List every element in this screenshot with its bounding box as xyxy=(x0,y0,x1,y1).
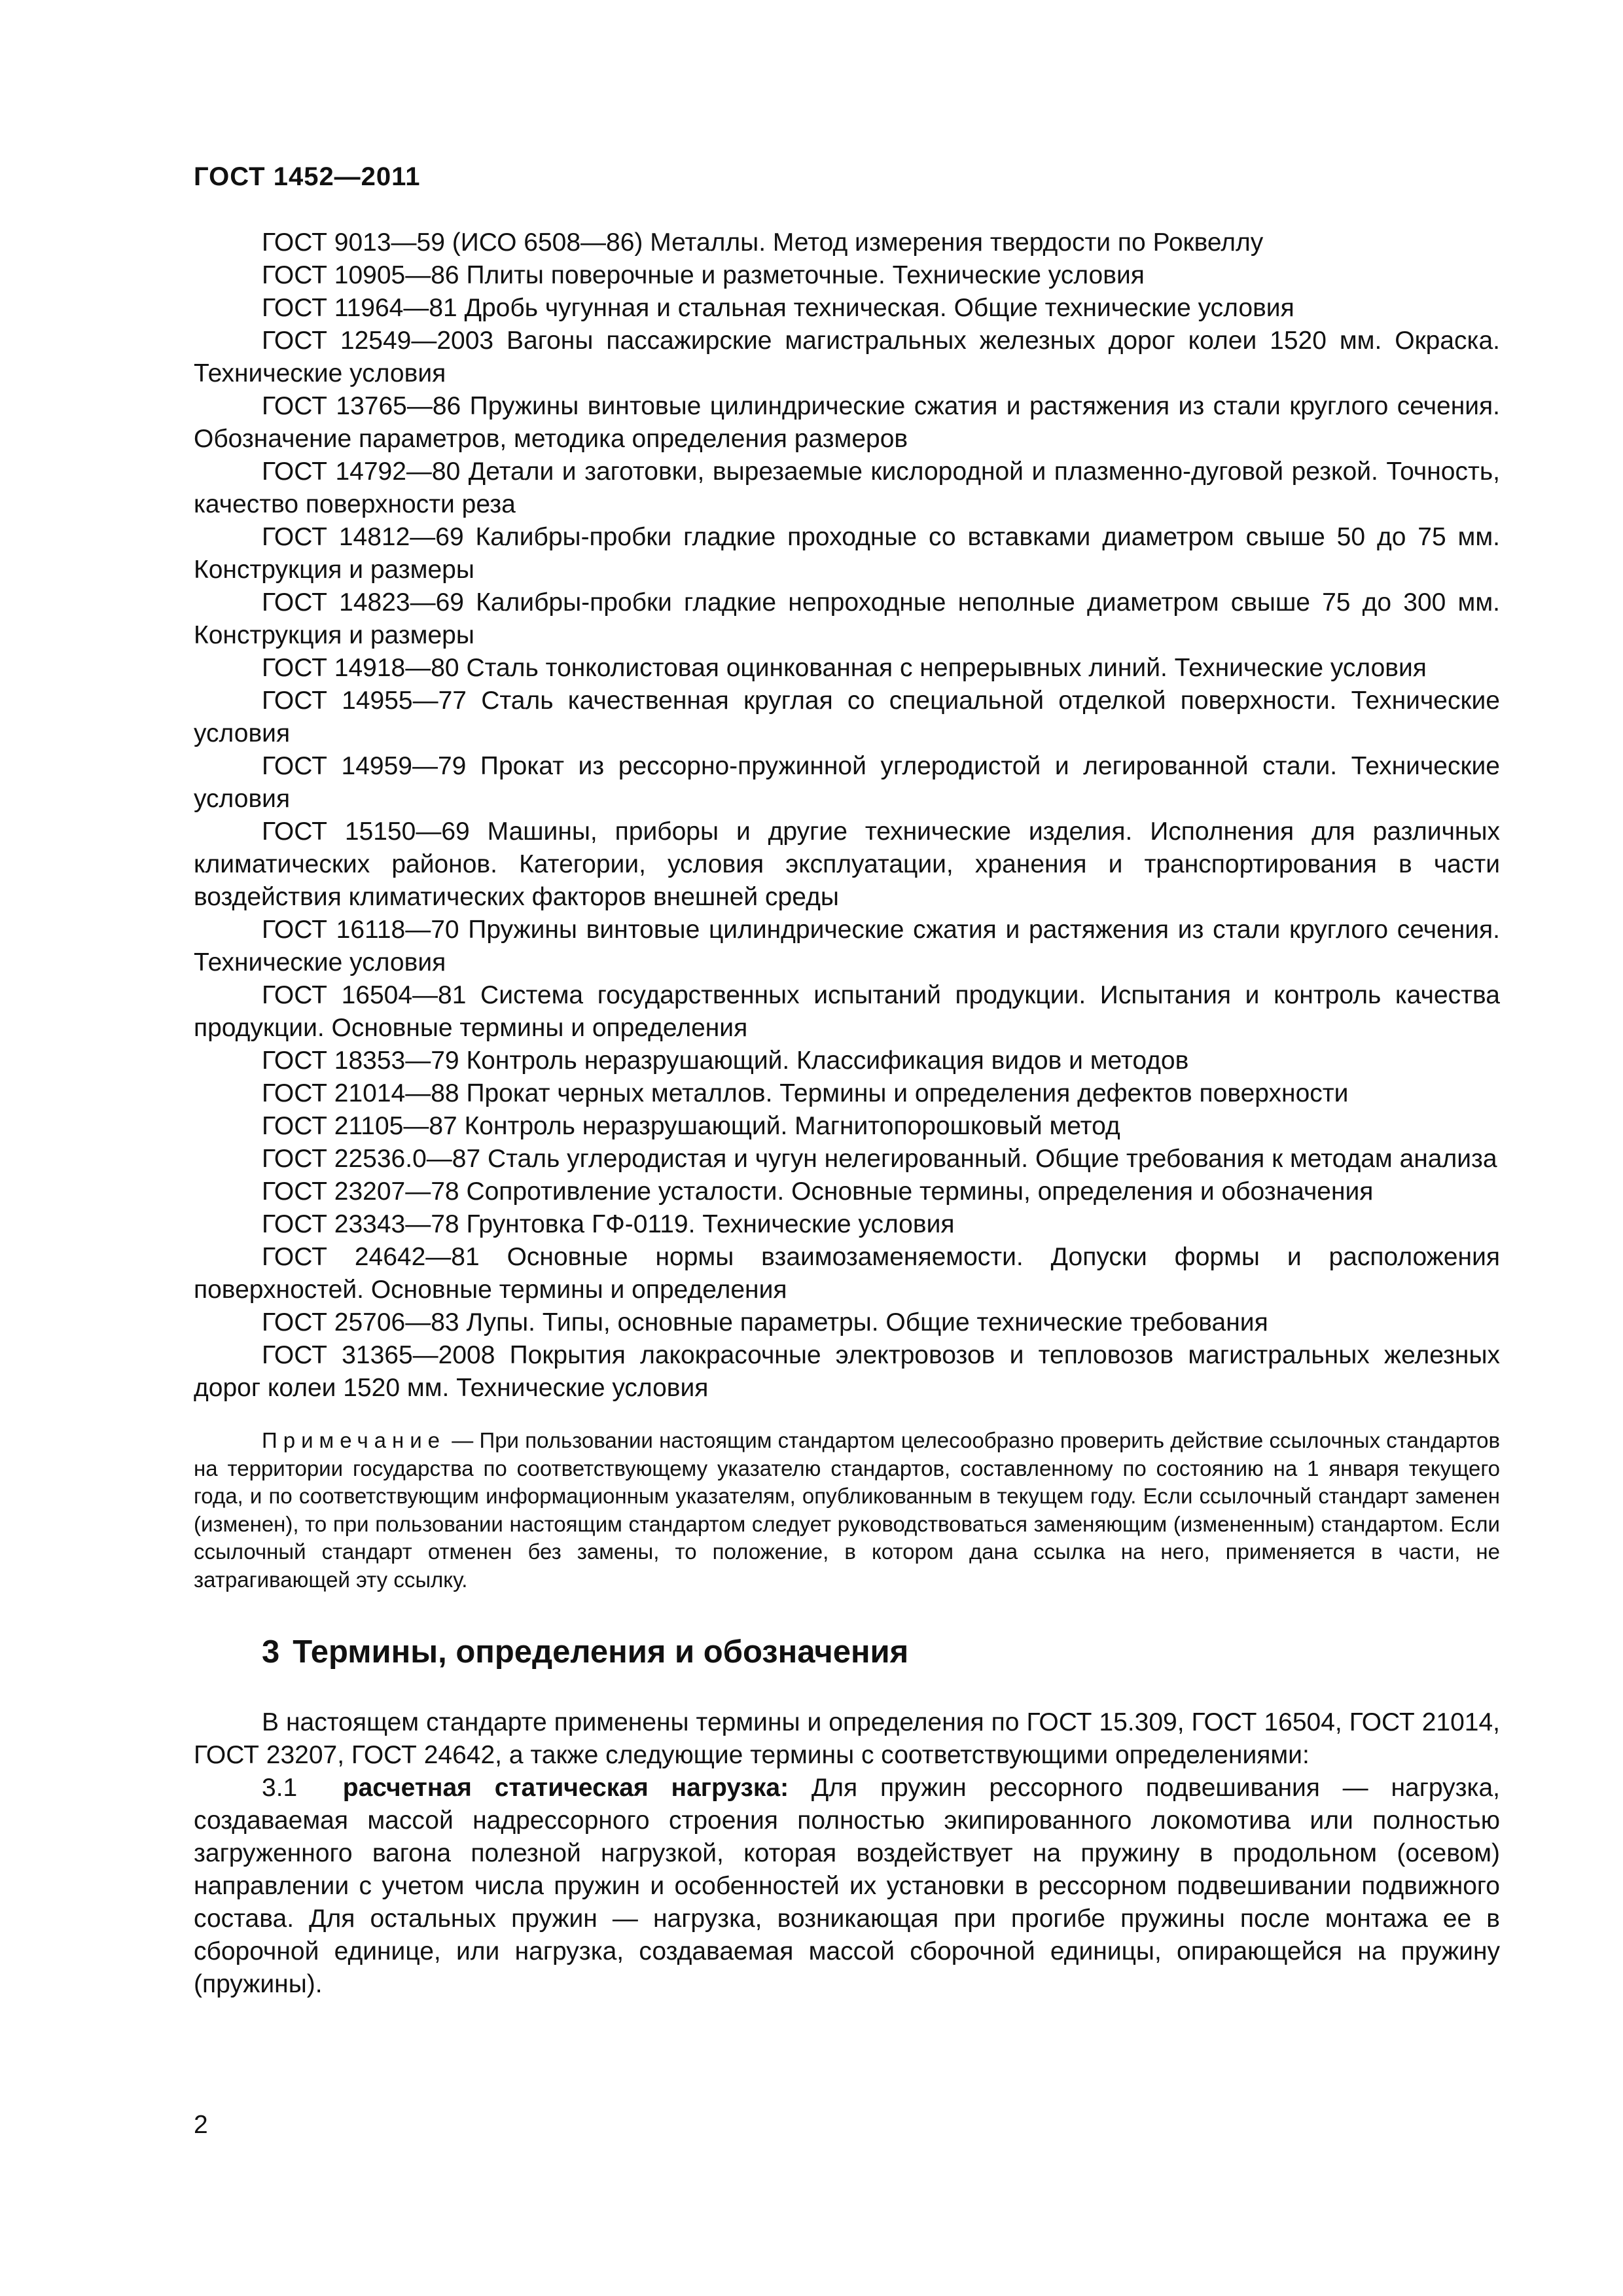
reference-item: ГОСТ 14918—80 Сталь тонколистовая оцинкованная с непрерывных линий. Технические условия xyxy=(262,654,1427,682)
term-definition xyxy=(194,1772,1500,2001)
reference-item: ГОСТ 13765—86 Пружины винтовые цилиндрические сжатия и растяжения из стали круглого сечения. Обозначение параметров, методика определения размеров xyxy=(194,392,1500,453)
note-label: Примечание xyxy=(262,1428,446,1452)
reference-item: ГОСТ 12549—2003 Вагоны пассажирские магистральных железных дорог колеи 1520 мм. Окраска. Технические условия xyxy=(194,327,1500,387)
reference-item: ГОСТ 14823—69 Калибры-пробки гладкие непроходные неполные диаметром свыше 75 до 300 мм. Конструкция и размеры xyxy=(194,588,1500,649)
reference-item: ГОСТ 15150—69 Машины, приборы и другие технические изделия. Исполнения для различных климатических районов. Категории, условия эксплуатации, хранения и транспортирования в части воздействия климатических факторов внешней среды xyxy=(194,817,1500,911)
reference-item: ГОСТ 18353—79 Контроль неразрушающий. Классификация видов и методов xyxy=(262,1047,1189,1075)
reference-item: ГОСТ 21105—87 Контроль неразрушающий. Магнитопорошковый метод xyxy=(262,1112,1120,1140)
reference-item: ГОСТ 25706—83 Лупы. Типы, основные параметры. Общие технические требования xyxy=(262,1308,1268,1336)
section-heading xyxy=(194,1632,1500,1672)
section-title-text: Термины, определения и обозначения xyxy=(293,1634,909,1670)
document-header: ГОСТ 1452—2011 xyxy=(194,162,421,191)
reference-item: ГОСТ 14812—69 Калибры-пробки гладкие проходные со вставками диаметром свыше 50 до 75 мм. Конструкция и размеры xyxy=(194,523,1500,584)
term-definition-text: Для пружин рессорного подвешивания — нагрузка, создаваемая массой надрессорного строения полностью экипированного локомотива или полностью загруженного вагона полезной нагрузкой, которая воздействует на пружину в продольном (осевом) направлении с учетом числа пружин и особенностей их установки в рессорном подвешивании подвижного состава. Для остальных пружин — нагрузка, возникающая при прогибе пружины после монтажа ее в сборочной единице, или нагрузка, создаваемая массой сборочной единицы, опирающейся на пружину (пружины). xyxy=(194,1774,1500,1998)
page-number: 2 xyxy=(194,2111,208,2139)
reference-item: ГОСТ 9013—59 (ИСО 6508—86) Металлы. Метод измерения твердости по Роквеллу xyxy=(262,228,1264,257)
reference-item: ГОСТ 23343—78 Грунтовка ГФ-0119. Технические условия xyxy=(262,1210,955,1238)
document-body xyxy=(194,226,1500,2001)
reference-item: ГОСТ 16118—70 Пружины винтовые цилиндрические сжатия и растяжения из стали круглого сечения. Технические условия xyxy=(194,916,1500,977)
reference-item: ГОСТ 22536.0—87 Сталь углеродистая и чугун нелегированный. Общие требования к методам анализа xyxy=(262,1145,1497,1173)
reference-item: ГОСТ 31365—2008 Покрытия лакокрасочные электровозов и тепловозов магистральных железных дорог колеи 1520 мм. Технические условия xyxy=(194,1341,1500,1402)
section-intro-paragraph: В настоящем стандарте применены термины и определения по ГОСТ 15.309, ГОСТ 16504, ГОСТ 21014, ГОСТ 23207, ГОСТ 24642, а также следующие термины с соответствующими определениями: xyxy=(194,1708,1500,1769)
reference-item: ГОСТ 11964—81 Дробь чугунная и стальная техническая. Общие технические условия xyxy=(262,294,1294,322)
reference-item: ГОСТ 23207—78 Сопротивление усталости. Основные термины, определения и обозначения xyxy=(262,1177,1374,1206)
reference-item: ГОСТ 21014—88 Прокат черных металлов. Термины и определения дефектов поверхности xyxy=(262,1079,1349,1107)
note-paragraph xyxy=(194,1427,1500,1594)
reference-item: ГОСТ 24642—81 Основные нормы взаимозаменяемости. Допуски формы и расположения поверхностей. Основные термины и определения xyxy=(194,1243,1500,1304)
normative-references-list xyxy=(194,226,1500,1405)
section-number: 3 xyxy=(262,1634,280,1670)
term-name: расчетная статическая нагрузка: xyxy=(342,1774,789,1802)
reference-item: ГОСТ 14955—77 Сталь качественная круглая со специальной отделкой поверхности. Технические условия xyxy=(194,687,1500,747)
reference-item: ГОСТ 10905—86 Плиты поверочные и разметочные. Технические условия xyxy=(262,261,1145,289)
reference-item: ГОСТ 16504—81 Система государственных испытаний продукции. Испытания и контроль качества продукции. Основные термины и определения xyxy=(194,981,1500,1042)
reference-item: ГОСТ 14792—80 Детали и заготовки, вырезаемые кислородной и плазменно-дуговой резкой. Точность, качество поверхности реза xyxy=(194,457,1500,518)
note-text: — При пользовании настоящим стандартом целесообразно проверить действие ссылочных стандартов на территории государства по соответствующему указателю стандартов, составленному по состоянию на 1 января текущего года, и по соответствующим информационным указателям, опубликованным в текущем году. Если ссылочный стандарт заменен (изменен), то при пользовании настоящим стандартом следует руководствоваться заменяющим (измененным) стандартом. Если ссылочный стандарт отменен без замены, то положение, в котором дана ссылка на него, применяется в части, не затрагивающей эту ссылку. xyxy=(194,1428,1500,1592)
term-number: 3.1 xyxy=(262,1774,298,1802)
reference-item: ГОСТ 14959—79 Прокат из рессорно-пружинной углеродистой и легированной стали. Технические условия xyxy=(194,752,1500,813)
